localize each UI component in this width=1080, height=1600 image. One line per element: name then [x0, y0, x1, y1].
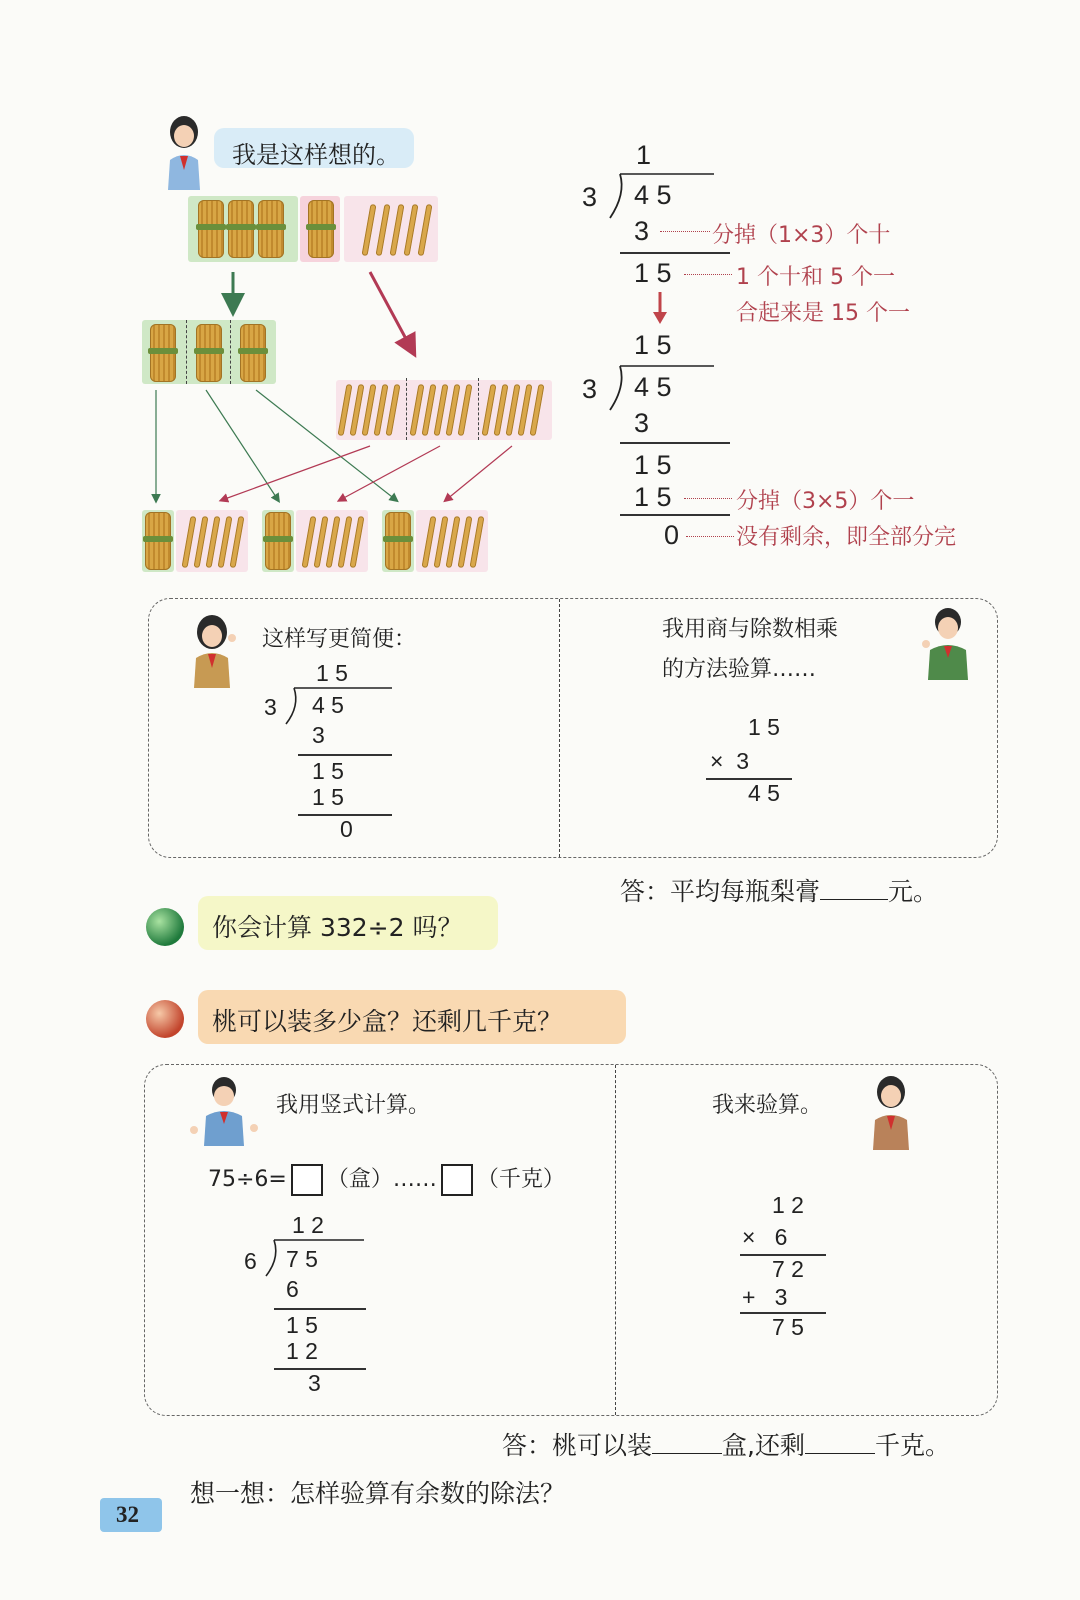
- intro-bubble-text: 我是这样想的。: [232, 141, 400, 169]
- quotient: 1 5: [634, 330, 672, 360]
- red-dot-icon: [146, 1000, 184, 1038]
- divisor: 3: [582, 182, 598, 212]
- green-dot-icon: [146, 908, 184, 946]
- down-arrow-icon: [650, 290, 670, 326]
- note-step3: 分掉（3×5）个一: [736, 489, 915, 514]
- boy-avatar-2: [188, 1074, 262, 1146]
- box2-left-caption: 我用竖式计算。: [276, 1093, 431, 1118]
- note-step2b: 合起来是 15 个一: [736, 301, 910, 326]
- box-count-input[interactable]: [291, 1164, 323, 1196]
- box1-left-caption: 这样写更简便：: [262, 627, 417, 652]
- answer-blank[interactable]: [820, 877, 888, 900]
- page-number: 32: [116, 1502, 139, 1527]
- girl-pointing-avatar: [186, 612, 240, 688]
- question-red: 桃可以装多少盒？还剩几千克？: [198, 990, 626, 1044]
- intro-bubble: [214, 128, 414, 168]
- quotient: 1: [636, 140, 652, 170]
- long-division-step2: [570, 330, 1040, 560]
- subtrahend: 3: [634, 216, 650, 246]
- think-prompt: 想一想：怎样验算有余数的除法？: [190, 1479, 566, 1508]
- dividend: 4 5: [634, 372, 672, 402]
- answer-line-1: 答：平均每瓶梨膏 元。: [620, 877, 939, 906]
- answer-blank-kg[interactable]: [805, 1431, 875, 1454]
- girl-avatar: [160, 112, 208, 190]
- question-green: 你会计算 332÷2 吗？: [198, 896, 498, 950]
- remainder-kg-input[interactable]: [441, 1164, 473, 1196]
- subtrahend-2: 1 5: [634, 482, 672, 512]
- box2-equation: 75÷6= （盒）…… （千克）: [208, 1162, 565, 1196]
- long-division-step1: [570, 130, 1040, 330]
- remainder-final: 0: [664, 520, 680, 550]
- dividend: 4 5: [634, 180, 672, 210]
- box1-multiplication-check: 1 5 × 3 4 5: [700, 712, 820, 822]
- note-step4: 没有剩余，即全部分完: [736, 525, 957, 550]
- box2-right-caption: 我来验算。: [712, 1093, 823, 1118]
- box2-check: 1 2 × 6 7 2 + 3 7 5: [736, 1190, 846, 1340]
- sticks-illustration: [140, 190, 560, 580]
- note-step2a: 1 个十和 5 个一: [736, 265, 895, 290]
- page-number-badge: [100, 1498, 162, 1532]
- box2-long-division: 1 2 6 7 5 6 1 5 1 2 3: [240, 1208, 400, 1398]
- answer-line-2: 答：桃可以装 盒,还剩 千克。: [502, 1431, 950, 1460]
- boy-avatar: [918, 604, 978, 680]
- note-step1: 分掉（1×3）个十: [712, 223, 891, 248]
- subtrahend-1: 3: [634, 408, 650, 438]
- box1-right-caption-2: 的方法验算……: [662, 657, 817, 682]
- answer-blank-boxes[interactable]: [652, 1431, 722, 1454]
- remainder-1: 1 5: [634, 450, 672, 480]
- divisor: 3: [582, 374, 598, 404]
- girl-avatar-2: [866, 1072, 916, 1150]
- box1-right-caption-1: 我用商与除数相乘: [662, 617, 839, 642]
- remainder: 1 5: [634, 258, 672, 288]
- box1-long-division: 1 5 3 4 5 3 1 5 1 5 0: [260, 656, 430, 846]
